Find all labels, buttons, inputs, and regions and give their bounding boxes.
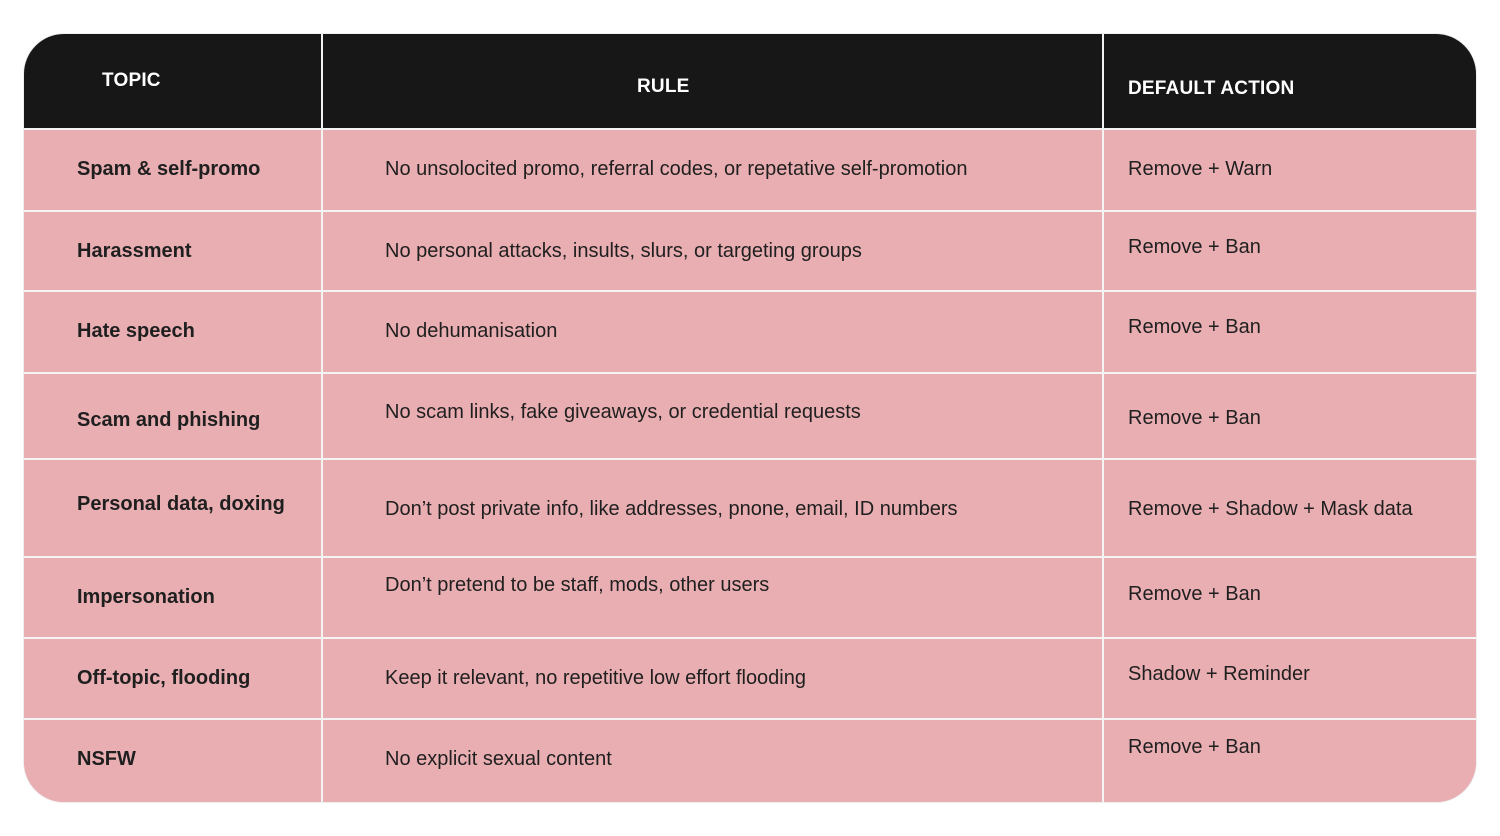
rules-table <box>24 34 1476 802</box>
action-text: Remove + Ban <box>1128 736 1261 758</box>
action-cell <box>1104 639 1476 718</box>
table-row <box>24 637 1476 718</box>
rule-cell <box>323 292 1102 372</box>
rule-text: No scam links, fake giveaways, or credential requests <box>385 401 861 423</box>
rule-text: No dehumanisation <box>385 320 558 342</box>
topic-cell <box>24 292 321 372</box>
rule-cell <box>323 558 1102 637</box>
rule-text: No unsolocited promo, referral codes, or repetative self-promotion <box>385 158 968 180</box>
table-row <box>24 290 1476 372</box>
topic-text: NSFW <box>77 748 136 770</box>
action-text: Remove + Ban <box>1128 236 1261 258</box>
topic-cell <box>24 460 321 556</box>
rule-text: Don’t pretend to be staff, mods, other users <box>385 574 770 596</box>
rule-cell <box>323 460 1102 556</box>
header-rule-label: RULE <box>637 76 690 97</box>
topic-cell <box>24 130 321 210</box>
header-rule <box>323 34 1102 128</box>
table-row <box>24 372 1476 458</box>
action-text: Remove + Shadow + Mask data <box>1128 498 1413 520</box>
action-text: Remove + Ban <box>1128 583 1261 605</box>
rule-cell <box>323 374 1102 458</box>
action-cell <box>1104 558 1476 637</box>
topic-cell <box>24 639 321 718</box>
action-text: Remove + Ban <box>1128 407 1261 429</box>
table-row <box>24 718 1476 802</box>
action-text: Remove + Warn <box>1128 158 1273 180</box>
rule-text: Keep it relevant, no repetitive low effort flooding <box>385 667 806 689</box>
rule-cell <box>323 720 1102 802</box>
header-topic-label: TOPIC <box>102 70 161 91</box>
topic-text: Scam and phishing <box>77 409 261 431</box>
rule-text: Don’t post private info, like addresses, pnone, email, ID numbers <box>385 498 958 520</box>
topic-text: Personal data, doxing <box>77 493 285 515</box>
action-cell <box>1104 374 1476 458</box>
topic-cell <box>24 374 321 458</box>
action-text: Remove + Ban <box>1128 316 1261 338</box>
rule-text: No personal attacks, insults, slurs, or targeting groups <box>385 240 862 262</box>
topic-text: Spam & self-promo <box>77 158 261 180</box>
topic-text: Off-topic, flooding <box>77 667 251 689</box>
header-topic <box>24 34 321 128</box>
table-row <box>24 458 1476 556</box>
table-row <box>24 556 1476 637</box>
action-text: Shadow + Reminder <box>1128 663 1310 685</box>
topic-cell <box>24 558 321 637</box>
action-cell <box>1104 460 1476 556</box>
topic-text: Harassment <box>77 240 192 262</box>
action-cell <box>1104 720 1476 802</box>
rule-text: No explicit sexual content <box>385 748 612 770</box>
header-action <box>1104 34 1476 128</box>
action-cell <box>1104 130 1476 210</box>
topic-cell <box>24 720 321 802</box>
topic-text: Impersonation <box>77 586 215 608</box>
rule-cell <box>323 130 1102 210</box>
table-header <box>24 34 1476 128</box>
header-action-label: DEFAULT ACTION <box>1128 78 1295 99</box>
topic-cell <box>24 212 321 290</box>
rule-cell <box>323 639 1102 718</box>
table-row <box>24 210 1476 290</box>
action-cell <box>1104 212 1476 290</box>
rule-cell <box>323 212 1102 290</box>
topic-text: Hate speech <box>77 320 195 342</box>
table-row <box>24 128 1476 210</box>
action-cell <box>1104 292 1476 372</box>
